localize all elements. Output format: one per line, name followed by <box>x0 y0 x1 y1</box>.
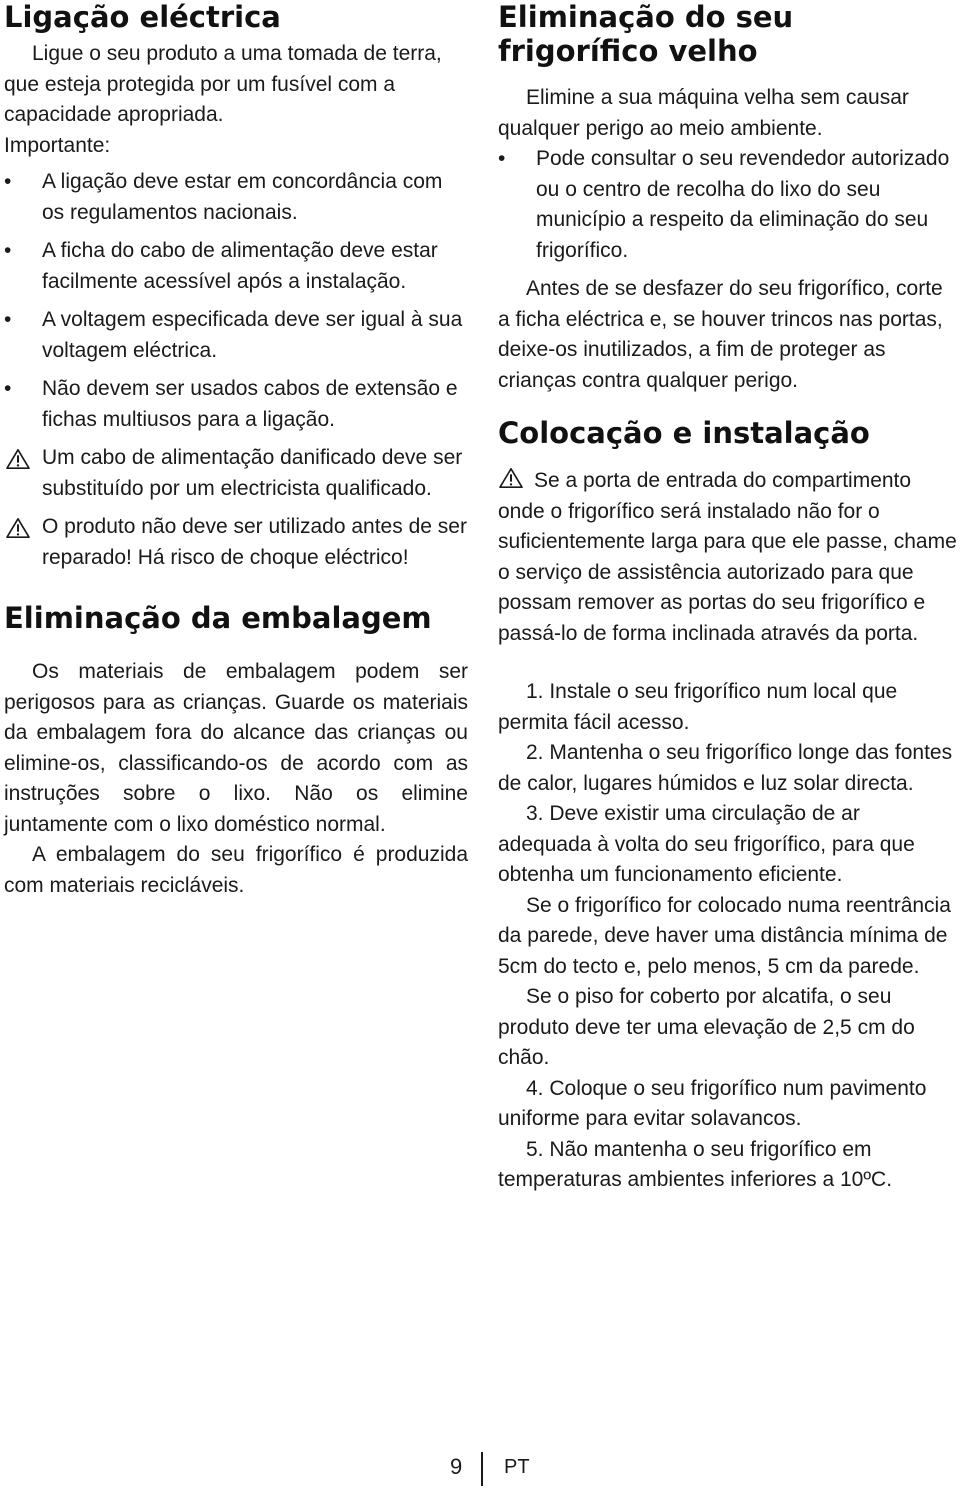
packaging-recycle-paragraph: A embalagem do seu frigorífico é produzida com materiais recicláveis. <box>4 843 468 897</box>
section-title-electrical: Ligação eléctrica <box>4 0 281 34</box>
bullet-item: • A ligação deve estar em concordância com os regulamentos nacionais. <box>4 167 468 228</box>
list-item: 1. Instale o seu frigorífico num local que permita fácil acesso. <box>498 680 898 734</box>
important-label: Importante: <box>4 133 111 157</box>
page-footer <box>0 1452 960 1488</box>
warning-triangle-icon <box>4 448 32 470</box>
page-number: 9 <box>450 1454 463 1479</box>
bullet-item: • A ficha do cabo de alimentação deve estar facilmente acessível após a instalação. <box>4 236 468 297</box>
bullet-item: • Pode consultar o seu revendedor autorizado ou o centro de recolha do lixo do seu município a respeito da eliminação do seu frigorífico. <box>498 144 958 266</box>
left-column <box>4 0 468 901</box>
bullet-item: • Não devem ser usados cabos de extensão e fichas multiusos para a ligação. <box>4 374 468 435</box>
warning-triangle-icon <box>4 517 32 539</box>
list-item: Se o piso for coberto por alcatifa, o seu produto deve ter uma elevação de 2,5 cm do chão. <box>498 985 915 1069</box>
right-column <box>498 0 958 1196</box>
disposal-intro: Elimine a sua máquina velha sem causar qualquer perigo ao meio ambiente. <box>498 86 909 140</box>
list-item: 4. Coloque o seu frigorífico num pavimento uniforme para evitar solavancos. <box>498 1076 927 1130</box>
footer-divider <box>481 1452 483 1486</box>
bullet-icon: • <box>4 170 12 193</box>
bullet-item: • A voltagem especificada deve ser igual à sua voltagem eléctrica. <box>4 305 468 366</box>
list-item: 2. Mantenha o seu frigorífico longe das fontes de calor, lugares húmidos e luz solar directa. <box>498 741 953 795</box>
packaging-paragraph: Os materiais de embalagem podem ser perigosos para as crianças. Guarde os materiais da embalagem fora do alcance das crianças ou elimine-os, classificando-os de acordo com as instruções sobre o lixo. Não os elimine juntamente com o lixo doméstico normal. <box>4 660 468 836</box>
list-item: 3. Deve existir uma circulação de ar adequada à volta do seu frigorífico, para que obtenha um funcionamento eficiente. <box>498 802 915 886</box>
installation-steps <box>498 677 958 1196</box>
section-title-disposal: Eliminação do seu frigorífico velho <box>498 0 794 68</box>
disposal-bullets <box>498 144 958 266</box>
warning-item: Um cabo de alimentação danificado deve ser substituído por um electricista qualificado. <box>4 443 468 504</box>
electrical-intro: Ligue o seu produto a uma tomada de terra, que esteja protegida por um fusível com a capacidade apropriada. <box>4 42 442 126</box>
electrical-bullets <box>4 167 468 435</box>
section-title-installation: Colocação e instalação <box>498 416 870 450</box>
bullet-icon: • <box>4 239 12 262</box>
section-title-packaging: Eliminação da embalagem <box>4 601 432 635</box>
disposal-paragraph: Antes de se desfazer do seu frigorífico, corte a ficha eléctrica e, se houver trincos nas portas, deixe-os inutilizados, a fim de proteger as crianças contra qualquer perigo. <box>498 277 943 392</box>
list-item: 5. Não mantenha o seu frigorífico em temperaturas ambientes inferiores a 10ºC. <box>498 1137 893 1191</box>
list-item: Se o frigorífico for colocado numa reentrância da parede, deve haver uma distância mínima de 5cm do tecto e, pelo menos, 5 cm da parede. <box>498 893 951 978</box>
bullet-icon: • <box>498 147 506 170</box>
warning-triangle-icon <box>498 467 524 489</box>
bullet-icon: • <box>4 308 12 331</box>
bullet-icon: • <box>4 377 12 400</box>
language-code: PT <box>504 1456 530 1478</box>
warning-item: O produto não deve ser utilizado antes de ser reparado! Há risco de choque eléctrico! <box>4 512 468 573</box>
installation-warning: Se a porta de entrada do compartimento onde o frigorífico será instalado não for o suficientemente larga para que ele passe, chame o serviço de assistência autorizado para que possam remover as portas do seu frigorífico e passá-lo de forma inclinada através da porta. <box>498 469 957 645</box>
